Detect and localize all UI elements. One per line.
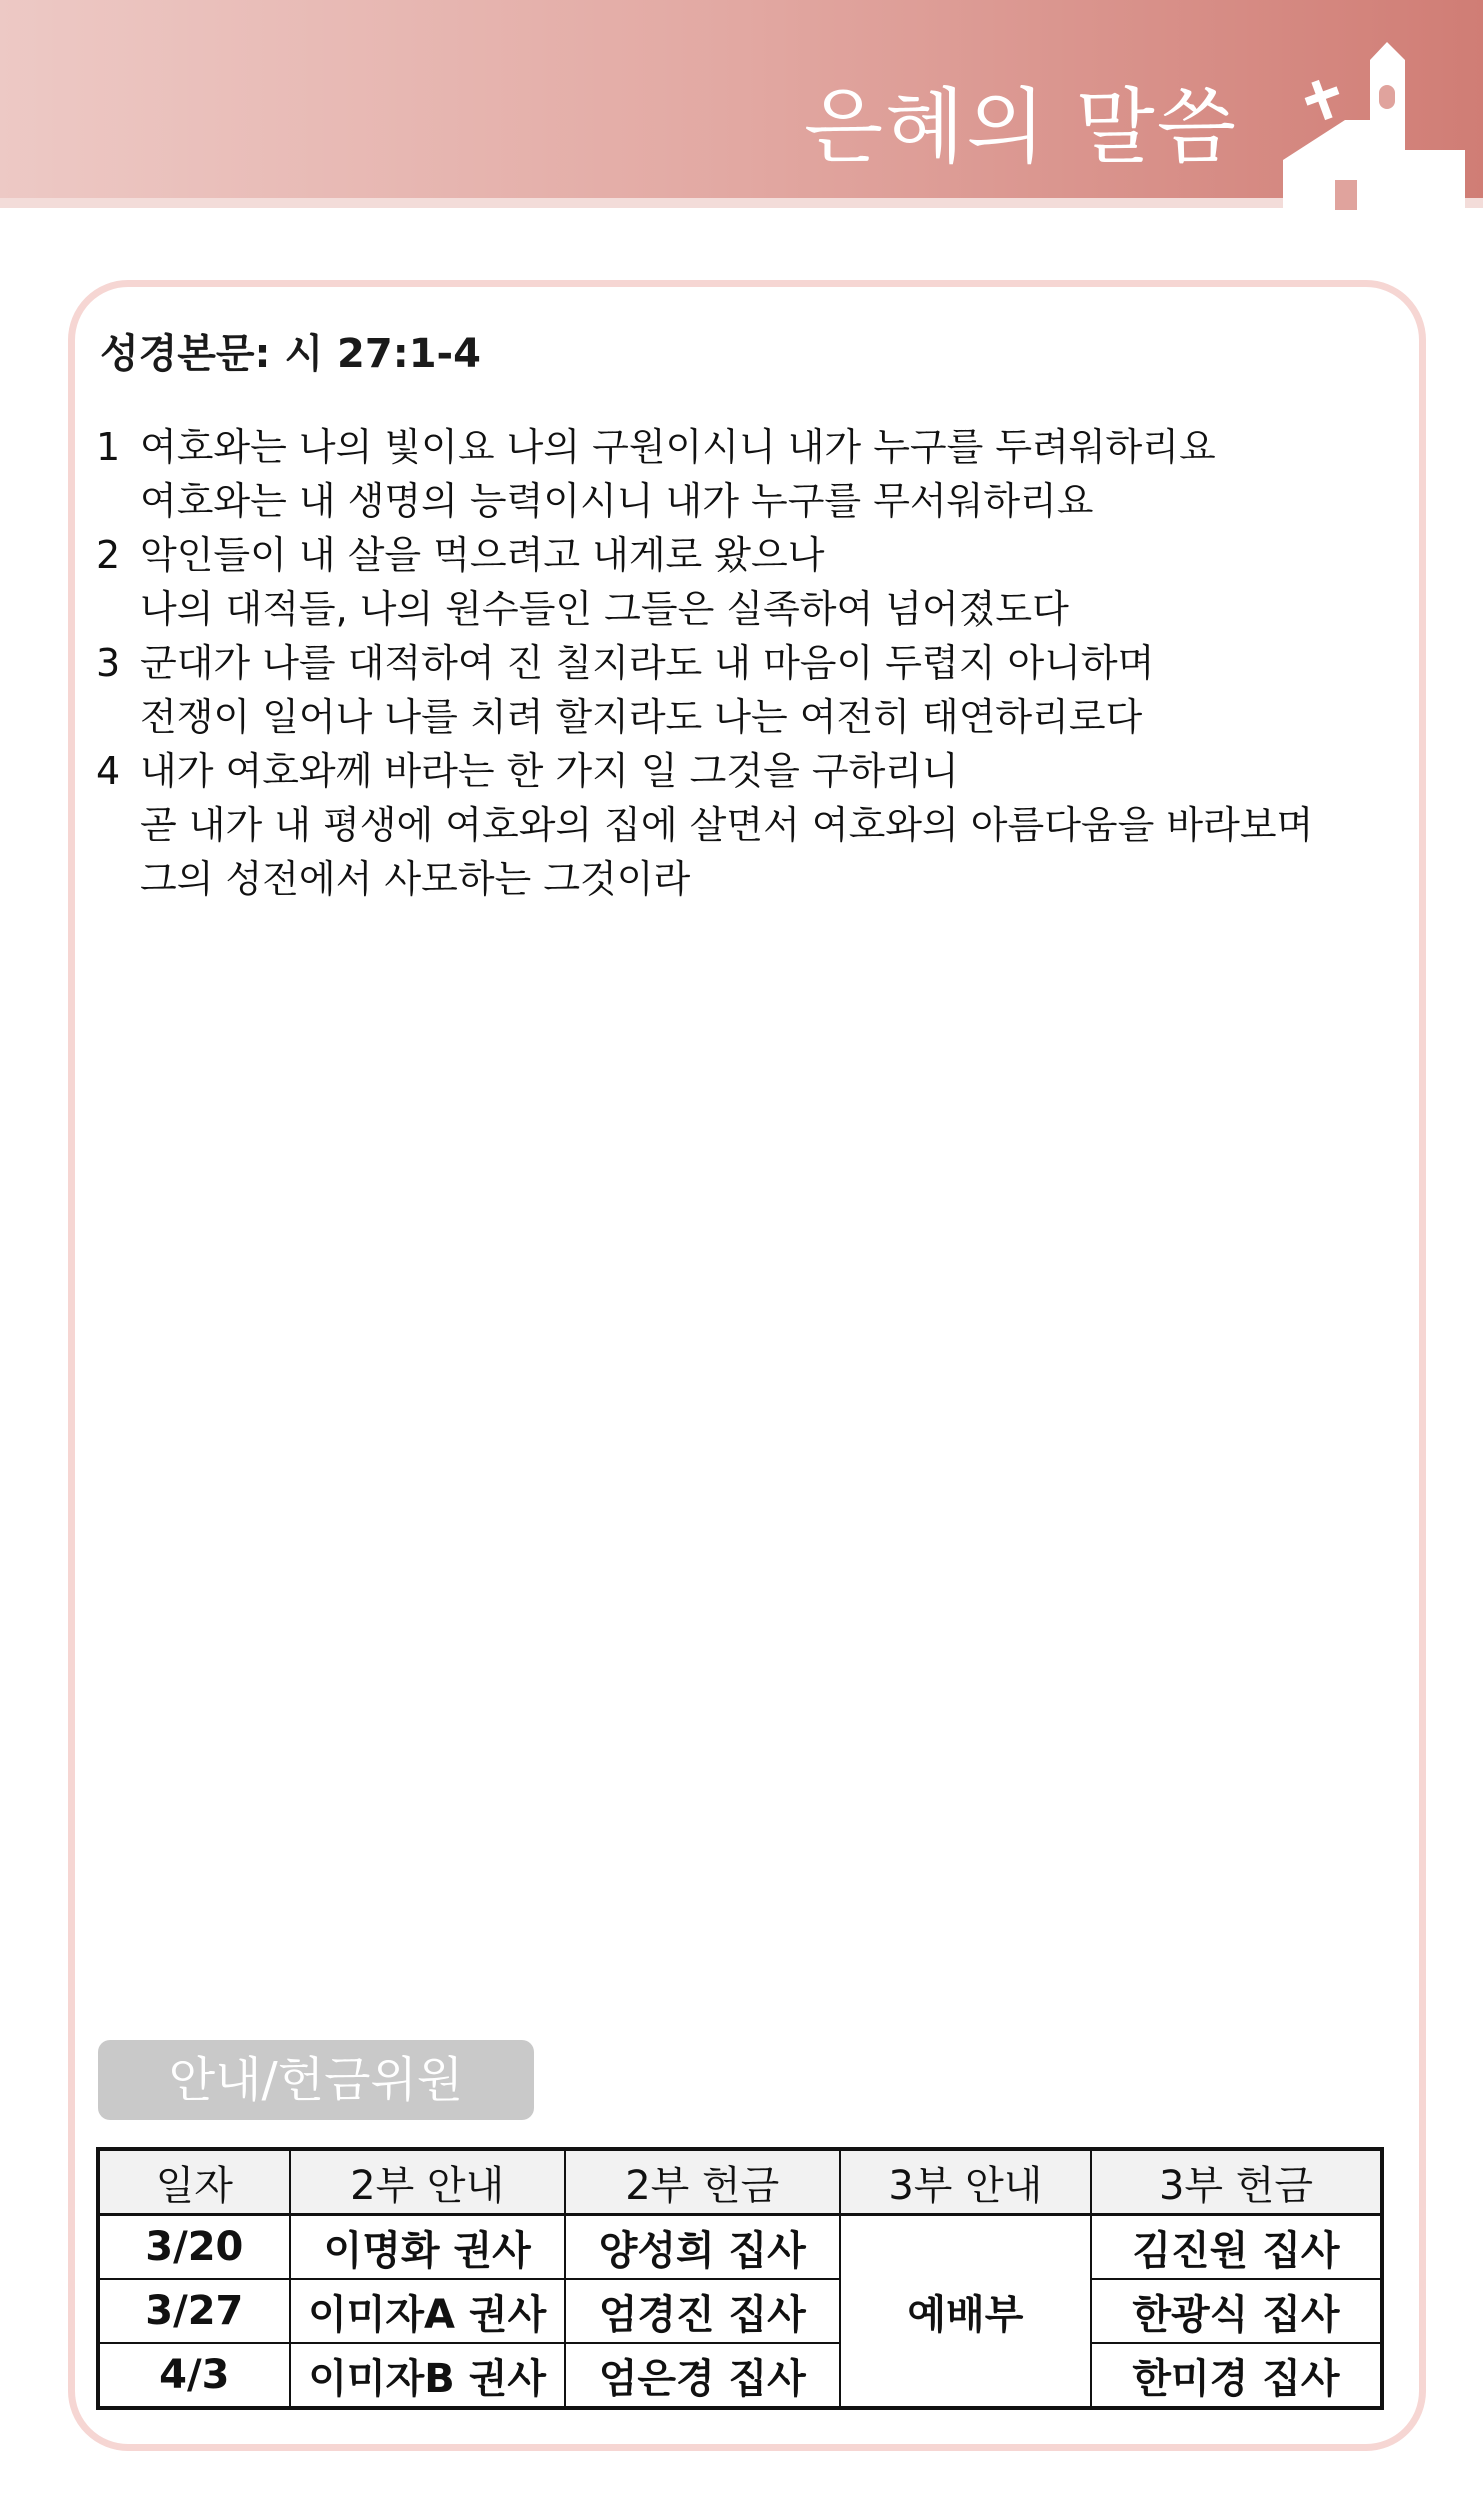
header-banner <box>0 0 1483 208</box>
verse-line: 군대가 나를 대적하여 진 칠지라도 내 마음이 두렵지 아니하며 <box>140 641 1155 685</box>
column-header-offering-3: 3부 헌금 <box>1091 2149 1382 2215</box>
verse-number: 3 <box>96 641 121 685</box>
verse-number: 2 <box>96 533 121 577</box>
verse <box>96 528 1376 636</box>
committee-section-label: 안내/헌금위원 <box>98 2040 534 2120</box>
header-divider <box>0 198 1483 208</box>
verse-line: 곧 내가 내 평생에 여호와의 집에 살면서 여호와의 아름다움을 바라보며 <box>140 803 1314 847</box>
verse-number: 4 <box>96 749 121 793</box>
offering-3-cell: 한광식 집사 <box>1091 2279 1382 2343</box>
verse-line: 나의 대적들, 나의 원수들인 그들은 실족하여 넘어졌도다 <box>140 587 1069 631</box>
column-header-date: 일자 <box>98 2149 290 2215</box>
offering-2-cell: 엄은경 집사 <box>565 2343 840 2408</box>
table-header-row <box>98 2149 1382 2215</box>
guide-2-cell: 이미자B 권사 <box>290 2343 565 2408</box>
verse-number: 1 <box>96 425 121 469</box>
offering-3-cell: 한미경 집사 <box>1091 2343 1382 2408</box>
column-header-guide-3: 3부 안내 <box>840 2149 1091 2215</box>
church-icon <box>1275 40 1465 210</box>
date-cell: 3/20 <box>98 2215 290 2280</box>
verse-line: 그의 성전에서 사모하는 그것이라 <box>140 857 691 901</box>
page-title: 은혜의 말씀 <box>803 80 1238 175</box>
table-row <box>98 2343 1382 2408</box>
offering-2-cell: 양성희 집사 <box>565 2215 840 2280</box>
column-header-guide-2: 2부 안내 <box>290 2149 565 2215</box>
verse-line: 내가 여호와께 바라는 한 가지 일 그것을 구하리니 <box>140 749 959 793</box>
table-row <box>98 2279 1382 2343</box>
guide-3-cell: 예배부 <box>840 2215 1091 2409</box>
guide-2-cell: 이명화 권사 <box>290 2215 565 2280</box>
column-header-offering-2: 2부 헌금 <box>565 2149 840 2215</box>
verse-line: 여호와는 내 생명의 능력이시니 내가 누구를 무서워하리요 <box>140 479 1094 523</box>
guide-2-cell: 이미자A 권사 <box>290 2279 565 2343</box>
verse-line: 전쟁이 일어나 나를 치려 할지라도 나는 여전히 태연하리로다 <box>140 695 1143 739</box>
table-row <box>98 2215 1382 2280</box>
verse <box>96 420 1376 528</box>
verse <box>96 636 1376 744</box>
date-cell: 3/27 <box>98 2279 290 2343</box>
verse <box>96 744 1376 906</box>
verse-line: 악인들이 내 살을 먹으려고 내게로 왔으나 <box>140 533 825 577</box>
scripture-reference: 성경본문: 시 27:1-4 <box>100 331 481 377</box>
committee-table <box>96 2147 1384 2410</box>
scripture-verses <box>96 420 1376 906</box>
offering-2-cell: 엄경진 집사 <box>565 2279 840 2343</box>
offering-3-cell: 김진원 집사 <box>1091 2215 1382 2280</box>
date-cell: 4/3 <box>98 2343 290 2408</box>
verse-line: 여호와는 나의 빛이요 나의 구원이시니 내가 누구를 두려워하리요 <box>140 425 1216 469</box>
